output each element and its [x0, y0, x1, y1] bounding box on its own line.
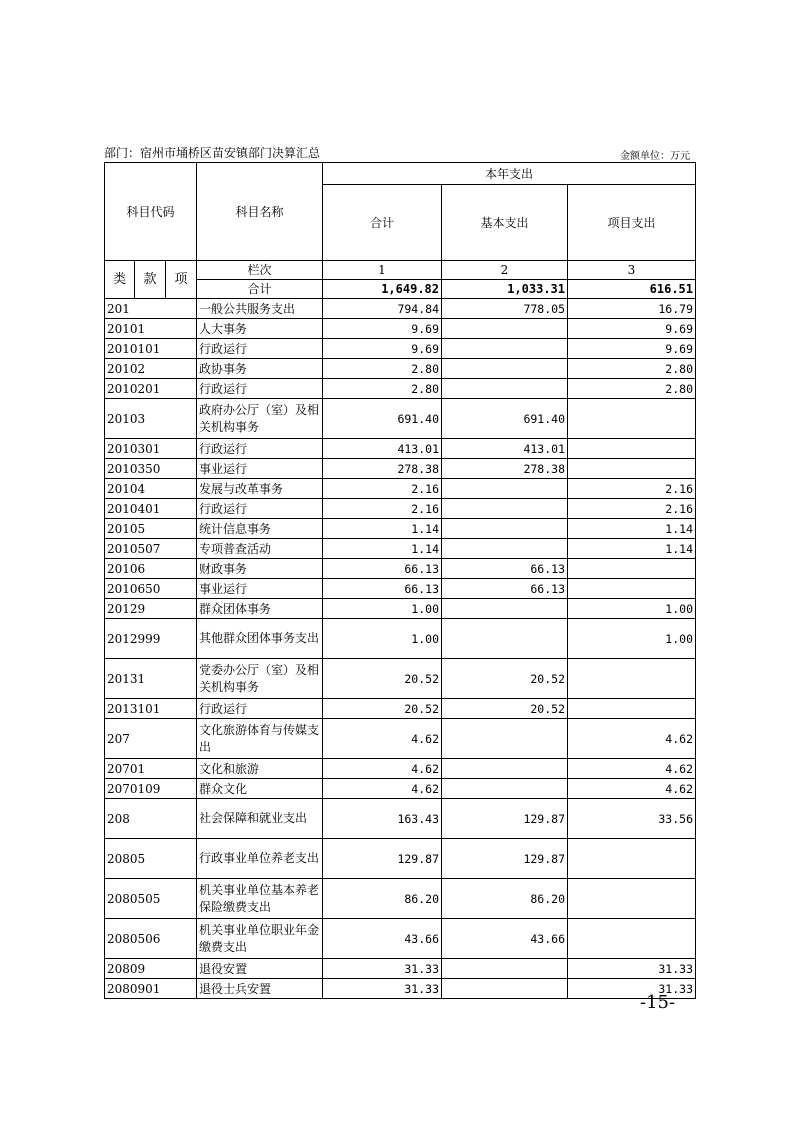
row-total: 66.13	[323, 579, 442, 599]
row-code: 20805	[105, 839, 197, 879]
row-code: 2013101	[105, 699, 197, 719]
row-total: 1.14	[323, 519, 442, 539]
header-group: 本年支出	[323, 163, 696, 185]
row-total: 4.62	[323, 779, 442, 799]
row-name: 群众团体事务	[197, 599, 323, 619]
row-code: 2070109	[105, 779, 197, 799]
row-project: 1.14	[568, 519, 696, 539]
row-basic	[442, 339, 568, 359]
row-name: 其他群众团体事务支出	[197, 619, 323, 659]
table-row	[105, 619, 696, 659]
header-kuan: 款	[135, 261, 166, 299]
table-row	[105, 659, 696, 699]
row-code: 2010350	[105, 459, 197, 479]
row-name: 机关事业单位基本养老保险缴费支出	[197, 879, 323, 919]
table-row	[105, 799, 696, 839]
row-total: 1.14	[323, 539, 442, 559]
header-col-num-1: 1	[323, 261, 442, 280]
row-name: 统计信息事务	[197, 519, 323, 539]
table-row	[105, 719, 696, 759]
row-name: 社会保障和就业支出	[197, 799, 323, 839]
row-total: 2.80	[323, 359, 442, 379]
row-project	[568, 399, 696, 439]
row-basic: 278.38	[442, 459, 568, 479]
department-label: 部门：宿州市埇桥区苗安镇部门决算汇总	[104, 146, 321, 160]
row-project	[568, 559, 696, 579]
row-basic: 20.52	[442, 659, 568, 699]
row-code: 201	[105, 299, 197, 319]
row-basic	[442, 599, 568, 619]
row-name: 行政事业单位养老支出	[197, 839, 323, 879]
row-total: 2.16	[323, 479, 442, 499]
row-code: 2080506	[105, 919, 197, 959]
row-code: 20104	[105, 479, 197, 499]
row-code: 2080901	[105, 979, 197, 999]
row-code: 20131	[105, 659, 197, 699]
table-row	[105, 379, 696, 399]
table-row	[105, 579, 696, 599]
row-code: 2010650	[105, 579, 197, 599]
row-project: 9.69	[568, 319, 696, 339]
table-row	[105, 299, 696, 319]
row-code: 20103	[105, 399, 197, 439]
row-name: 事业运行	[197, 579, 323, 599]
row-name: 机关事业单位职业年金缴费支出	[197, 919, 323, 959]
row-project: 1.00	[568, 619, 696, 659]
row-name: 退役士兵安置	[197, 979, 323, 999]
row-code: 2010507	[105, 539, 197, 559]
row-total: 413.01	[323, 439, 442, 459]
row-project	[568, 439, 696, 459]
total-basic: 1,033.31	[442, 280, 568, 299]
row-project: 31.33	[568, 979, 696, 999]
table-row	[105, 779, 696, 799]
row-total: 31.33	[323, 959, 442, 979]
row-project	[568, 839, 696, 879]
header-name: 科目名称	[197, 163, 323, 261]
row-total: 1.00	[323, 619, 442, 659]
row-name: 群众文化	[197, 779, 323, 799]
row-basic: 778.05	[442, 299, 568, 319]
row-code: 20105	[105, 519, 197, 539]
row-code: 2010401	[105, 499, 197, 519]
header-basic: 基本支出	[442, 185, 568, 261]
row-project	[568, 699, 696, 719]
header-project: 项目支出	[568, 185, 696, 261]
row-code: 20129	[105, 599, 197, 619]
row-project	[568, 919, 696, 959]
row-name: 政协事务	[197, 359, 323, 379]
row-name: 行政运行	[197, 439, 323, 459]
row-code: 2012999	[105, 619, 197, 659]
table-row	[105, 759, 696, 779]
row-project: 4.62	[568, 779, 696, 799]
row-code: 2010301	[105, 439, 197, 459]
total-label: 合计	[197, 280, 323, 299]
row-total: 9.69	[323, 319, 442, 339]
row-project: 2.16	[568, 499, 696, 519]
unit-label: 金额单位：万元	[620, 151, 690, 162]
row-total: 20.52	[323, 659, 442, 699]
row-name: 文化旅游体育与传媒支出	[197, 719, 323, 759]
row-total: 9.69	[323, 339, 442, 359]
header-row-label: 栏次	[197, 261, 323, 280]
row-total: 2.80	[323, 379, 442, 399]
table-row	[105, 519, 696, 539]
row-project: 2.16	[568, 479, 696, 499]
table-row	[105, 439, 696, 459]
total-project: 616.51	[568, 280, 696, 299]
row-total: 129.87	[323, 839, 442, 879]
row-project	[568, 879, 696, 919]
table-row	[105, 839, 696, 879]
table-row	[105, 359, 696, 379]
table-row	[105, 879, 696, 919]
row-total: 163.43	[323, 799, 442, 839]
row-code: 20701	[105, 759, 197, 779]
row-project: 1.14	[568, 539, 696, 559]
table-row	[105, 459, 696, 479]
row-name: 财政事务	[197, 559, 323, 579]
row-total: 86.20	[323, 879, 442, 919]
row-basic	[442, 979, 568, 999]
row-project: 16.79	[568, 299, 696, 319]
row-project: 31.33	[568, 959, 696, 979]
row-name: 人大事务	[197, 319, 323, 339]
total-sum: 1,649.82	[323, 280, 442, 299]
header-code: 科目代码	[105, 163, 197, 261]
row-total: 66.13	[323, 559, 442, 579]
row-basic	[442, 359, 568, 379]
table-row	[105, 339, 696, 359]
row-basic	[442, 779, 568, 799]
row-name: 政府办公厅（室）及相关机构事务	[197, 399, 323, 439]
row-name: 专项普查活动	[197, 539, 323, 559]
row-project: 2.80	[568, 379, 696, 399]
row-name: 一般公共服务支出	[197, 299, 323, 319]
row-code: 207	[105, 719, 197, 759]
row-basic	[442, 619, 568, 659]
row-project	[568, 579, 696, 599]
row-total: 1.00	[323, 599, 442, 619]
row-project	[568, 659, 696, 699]
row-code: 2010101	[105, 339, 197, 359]
header-col-num-3: 3	[568, 261, 696, 280]
row-code: 20809	[105, 959, 197, 979]
row-project: 33.56	[568, 799, 696, 839]
row-code: 2010201	[105, 379, 197, 399]
row-project: 4.62	[568, 719, 696, 759]
row-basic	[442, 379, 568, 399]
row-name: 行政运行	[197, 699, 323, 719]
row-basic	[442, 479, 568, 499]
header-lei: 类	[105, 261, 135, 299]
table-row	[105, 699, 696, 719]
row-basic: 86.20	[442, 879, 568, 919]
row-total: 4.62	[323, 759, 442, 779]
table-row	[105, 919, 696, 959]
row-name: 行政运行	[197, 499, 323, 519]
row-project: 2.80	[568, 359, 696, 379]
table-row	[105, 499, 696, 519]
row-total: 278.38	[323, 459, 442, 479]
table-row	[105, 979, 696, 999]
row-basic: 129.87	[442, 839, 568, 879]
header-xiang: 项	[166, 261, 197, 299]
row-basic: 43.66	[442, 919, 568, 959]
row-code: 208	[105, 799, 197, 839]
table-row	[105, 319, 696, 339]
table-row	[105, 599, 696, 619]
table-row	[105, 539, 696, 559]
header-col-num-2: 2	[442, 261, 568, 280]
row-project: 1.00	[568, 599, 696, 619]
row-basic: 66.13	[442, 579, 568, 599]
row-basic	[442, 519, 568, 539]
row-basic: 20.52	[442, 699, 568, 719]
row-basic	[442, 539, 568, 559]
header-total: 合计	[323, 185, 442, 261]
row-total: 2.16	[323, 499, 442, 519]
row-name: 党委办公厅（室）及相关机构事务	[197, 659, 323, 699]
row-name: 文化和旅游	[197, 759, 323, 779]
row-total: 31.33	[323, 979, 442, 999]
row-basic	[442, 719, 568, 759]
row-name: 发展与改革事务	[197, 479, 323, 499]
row-name: 事业运行	[197, 459, 323, 479]
row-basic	[442, 759, 568, 779]
row-code: 20106	[105, 559, 197, 579]
row-total: 43.66	[323, 919, 442, 959]
row-total: 794.84	[323, 299, 442, 319]
table-row	[105, 399, 696, 439]
table-row	[105, 959, 696, 979]
row-basic	[442, 959, 568, 979]
row-project: 9.69	[568, 339, 696, 359]
row-total: 4.62	[323, 719, 442, 759]
row-basic	[442, 499, 568, 519]
row-total: 20.52	[323, 699, 442, 719]
row-basic: 691.40	[442, 399, 568, 439]
table-row	[105, 479, 696, 499]
row-name: 行政运行	[197, 339, 323, 359]
row-total: 691.40	[323, 399, 442, 439]
row-name: 行政运行	[197, 379, 323, 399]
table-row	[105, 559, 696, 579]
row-code: 2080505	[105, 879, 197, 919]
row-basic: 66.13	[442, 559, 568, 579]
row-project: 4.62	[568, 759, 696, 779]
row-code: 20101	[105, 319, 197, 339]
row-basic	[442, 319, 568, 339]
row-code: 20102	[105, 359, 197, 379]
expenditure-table	[104, 162, 696, 999]
row-basic: 129.87	[442, 799, 568, 839]
row-project	[568, 459, 696, 479]
row-basic: 413.01	[442, 439, 568, 459]
row-name: 退役安置	[197, 959, 323, 979]
page-number: -15-	[640, 992, 676, 1013]
